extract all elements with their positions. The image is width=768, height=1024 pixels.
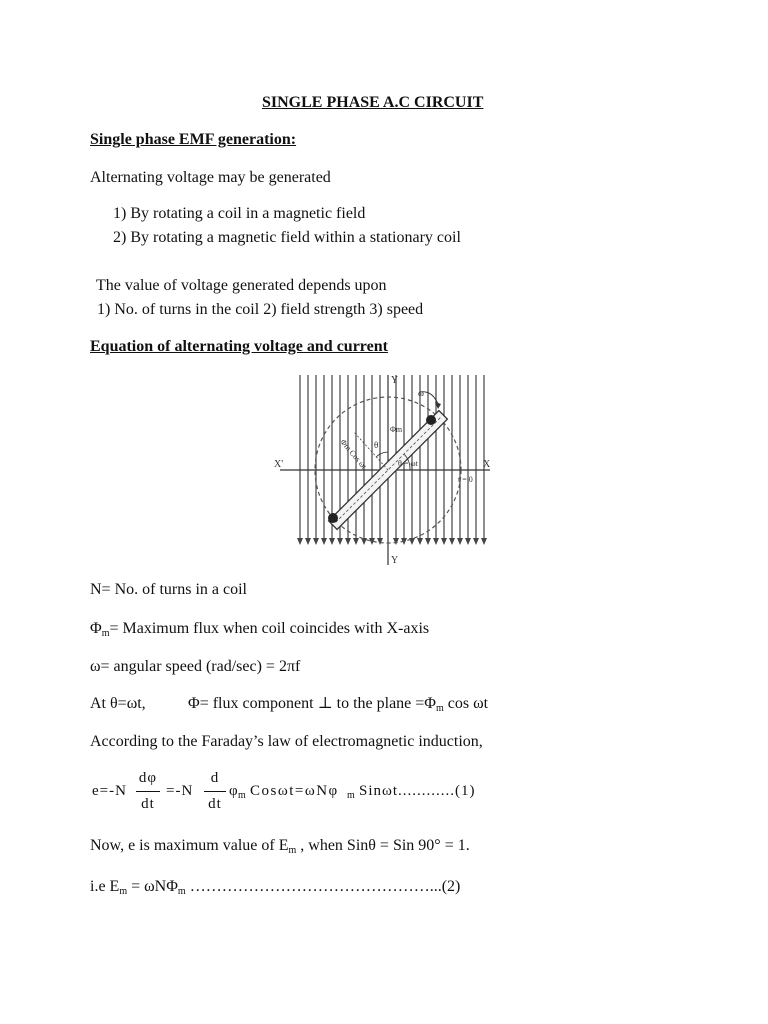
def-n: N= No. of turns in a coil bbox=[90, 581, 247, 598]
omega-label: ω bbox=[418, 388, 424, 398]
eq1-phi: φ bbox=[229, 783, 238, 799]
section-heading-equation: Equation of alternating voltage and current bbox=[90, 338, 388, 355]
x-axis-label: X bbox=[483, 459, 491, 470]
eq1-lhs: e=-N bbox=[92, 783, 127, 799]
eq1-end: Sinωt............(1) bbox=[359, 783, 476, 799]
eq1-mid: =-N bbox=[166, 783, 194, 799]
flux-comp-pre: Φ= flux component ⊥ to the plane =Φ bbox=[188, 695, 436, 712]
ie-line-mid: = ωNΦ bbox=[127, 878, 178, 895]
max-value-line bbox=[90, 836, 470, 858]
eq1-den1: dt bbox=[141, 796, 155, 812]
method-item: 2) By rotating a magnetic field within a stationary coil bbox=[113, 229, 461, 246]
method-item: 1) By rotating a coil in a magnetic field bbox=[113, 205, 366, 222]
eq1-cos: Cosωt=ωNφ bbox=[250, 783, 339, 799]
page-title: SINGLE PHASE A.C CIRCUIT bbox=[262, 94, 484, 111]
equation-1 bbox=[90, 770, 530, 820]
eq1-num1: dφ bbox=[138, 770, 158, 786]
phi-symbol: Φ bbox=[90, 620, 102, 637]
max-line-post: , when Sinθ = Sin 90° = 1. bbox=[296, 837, 470, 854]
flux-comp-end: cos ωt bbox=[443, 695, 489, 712]
eq1-phi-sub2: m bbox=[347, 790, 355, 801]
max-line-pre: Now, e is maximum value of E bbox=[90, 837, 289, 854]
section-heading-emf: Single phase EMF generation: bbox=[90, 131, 297, 148]
coil-end-bottom bbox=[328, 513, 338, 523]
ie-line-sub1: m bbox=[119, 886, 128, 897]
ie-line-post: ………………………………………...(2) bbox=[185, 878, 461, 895]
phi-text: = Maximum flux when coil coincides with X-axis bbox=[109, 620, 430, 637]
coil-end-top bbox=[426, 415, 436, 425]
ie-line bbox=[90, 877, 460, 899]
ie-line-sub2: m bbox=[177, 886, 186, 897]
def-omega: ω= angular speed (rad/sec) = 2πf bbox=[90, 658, 301, 675]
fraction-line bbox=[136, 791, 160, 792]
x-axis-left-label: X' bbox=[274, 459, 284, 470]
flux-component-text bbox=[188, 694, 488, 716]
max-line-sub: m bbox=[288, 845, 297, 856]
flux-subscript: m bbox=[436, 703, 444, 714]
phi-m-label: Φm bbox=[390, 425, 403, 434]
t0-label: t = 0 bbox=[458, 475, 473, 484]
depends-list: 1) No. of turns in the coil 2) field strength 3) speed bbox=[97, 301, 424, 318]
intro-text: Alternating voltage may be generated bbox=[90, 169, 331, 186]
eq1-den2: dt bbox=[208, 796, 222, 812]
eq1-phi-sub: m bbox=[238, 790, 246, 801]
theta-wt-label: θ = ωt bbox=[398, 459, 418, 468]
phi-subscript: m bbox=[101, 628, 110, 639]
fraction-line bbox=[204, 791, 226, 792]
depends-intro: The value of voltage generated depends upon bbox=[96, 277, 387, 294]
eq1-num2: d bbox=[210, 770, 220, 786]
faraday-text: According to the Faraday’s law of electromagnetic induction, bbox=[90, 733, 483, 750]
def-phi-m bbox=[90, 619, 429, 641]
at-theta-text: At θ=ωt, bbox=[90, 695, 146, 712]
rotating-coil-diagram bbox=[270, 370, 500, 570]
cos-component-label: Φm Cos ωt bbox=[338, 437, 369, 471]
y-axis-bottom-label: Y bbox=[391, 555, 399, 566]
theta-label: θ bbox=[374, 440, 379, 450]
y-axis-label: Y bbox=[391, 375, 399, 386]
ie-line-pre: i.e E bbox=[90, 878, 120, 895]
